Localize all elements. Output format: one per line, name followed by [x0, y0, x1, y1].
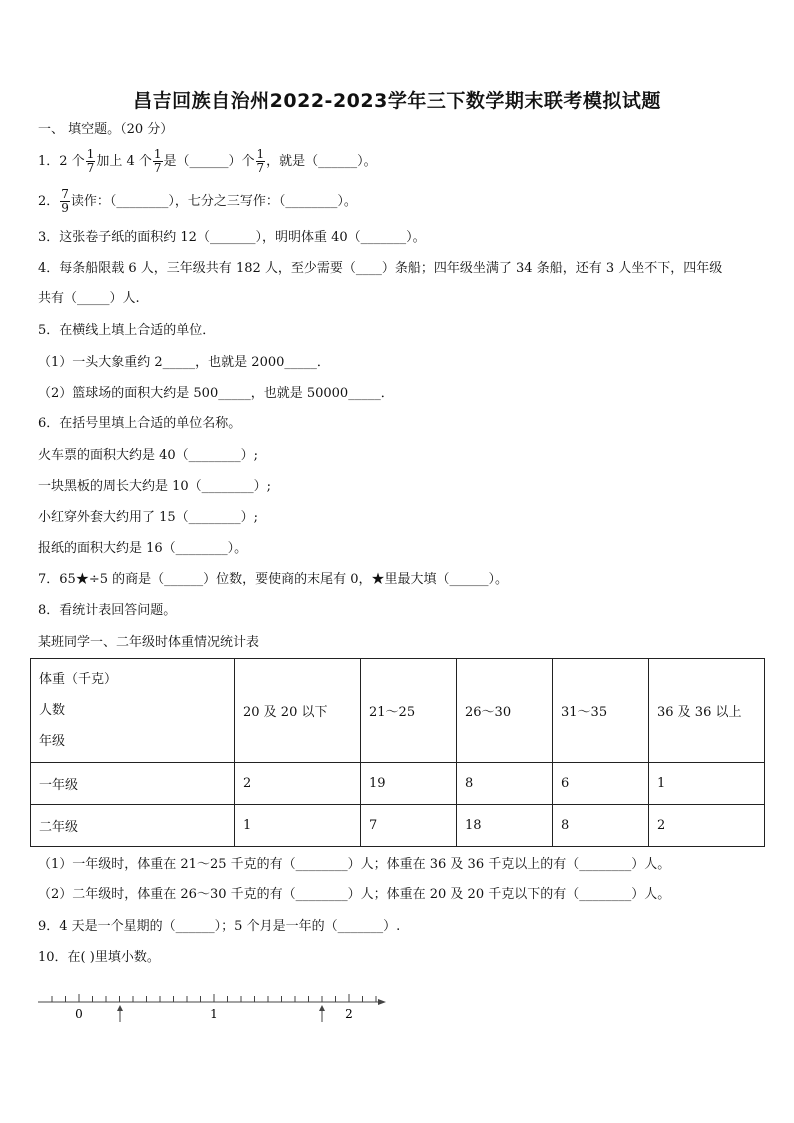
table-row: [31, 763, 765, 805]
question-3: 3．这张卷子纸的面积约 12（_______），明明体重 40（_______）。: [38, 230, 426, 245]
section-heading: 一、 填空题。（20 分）: [38, 122, 174, 137]
q1-text-b: 加上 4 个: [96, 154, 152, 169]
q1-text-d: ，就是（______）。: [266, 154, 377, 169]
number-line-ticks: [52, 994, 376, 1002]
question-8-part-1: （1）一年级时，体重在 21～25 千克的有（________）人；体重在 36 及 36 千克以上的有（________）人。: [38, 857, 671, 872]
header-label-grade: 年级: [39, 734, 66, 749]
question-5-part-2: （2）篮球场的面积大约是 500_____，也就是 50000_____．: [38, 386, 394, 401]
header-label-count: 人数: [39, 703, 66, 718]
row-label: 一年级: [31, 763, 235, 805]
question-8: 8．看统计表回答问题。: [38, 603, 177, 618]
question-7: 7．65★÷5 的商是（______）位数，要使商的末尾有 0，★里最大填（______）。: [38, 572, 509, 587]
pointer-arrow-1: [117, 1005, 123, 1022]
fraction: $\frac{1}{7}$: [256, 147, 265, 175]
table-cell: 1: [235, 805, 361, 847]
table-cell: 19: [361, 763, 457, 805]
question-4-line-2: 共有（_____）人.: [38, 291, 140, 306]
table-row: [31, 805, 765, 847]
question-10: 10．在( )里填小数。: [38, 950, 160, 965]
column-header: 36 及 36 以上: [649, 659, 765, 763]
tick-label-1: 1: [210, 1007, 218, 1021]
question-6-item-3: 小红穿外套大约用了 15（________）;: [38, 510, 259, 525]
fraction: $\frac{1}{7}$: [86, 147, 95, 175]
table-corner-header: [31, 659, 235, 763]
question-2: [38, 188, 357, 215]
table-cell: 2: [649, 805, 765, 847]
q2-text-b: 读作：（________），七分之三写作：（________）。: [70, 194, 357, 209]
tick-label-0: 0: [75, 1007, 83, 1021]
table-cell: 6: [553, 763, 649, 805]
question-8-part-2: （2）二年级时，体重在 26～30 千克的有（________）人；体重在 20 及 20 千克以下的有（________）人。: [38, 887, 671, 902]
q1-text-c: 是（______）个: [163, 154, 255, 169]
column-header: 31～35: [553, 659, 649, 763]
column-header: 21～25: [361, 659, 457, 763]
table-cell: 1: [649, 763, 765, 805]
table-cell: 18: [457, 805, 553, 847]
q1-text-a: 1．2 个: [38, 154, 85, 169]
number-line-arrowhead: [378, 999, 386, 1005]
question-6-item-4: 报纸的面积大约是 16（________）。: [38, 541, 248, 556]
number-line: [36, 986, 396, 1026]
question-1: [38, 148, 377, 175]
pointer-arrow-2: [319, 1005, 325, 1022]
question-9: 9．4 天是一个星期的（______）；5 个月是一年的（_______）.: [38, 919, 401, 934]
header-label-weight: 体重（千克）: [39, 672, 118, 687]
question-6-item-1: 火车票的面积大约是 40（________）;: [38, 448, 259, 463]
q2-text-a: 2．: [38, 194, 60, 209]
question-5-part-1: （1）一头大象重约 2_____，也就是 2000_____．: [38, 355, 330, 370]
table-cell: 8: [457, 763, 553, 805]
fraction: $\frac{1}{7}$: [153, 147, 162, 175]
question-5: 5．在横线上填上合适的单位．: [38, 323, 216, 338]
table-cell: 2: [235, 763, 361, 805]
weight-statistics-table: [30, 658, 765, 847]
table-header-row: [31, 659, 765, 763]
table-caption: 某班同学一、二年级时体重情况统计表: [38, 635, 260, 650]
table-cell: 8: [553, 805, 649, 847]
column-header: 26～30: [457, 659, 553, 763]
column-header: 20 及 20 以下: [235, 659, 361, 763]
question-6: 6．在括号里填上合适的单位名称。: [38, 416, 242, 431]
fraction: $\frac{7}{9}$: [61, 187, 69, 215]
question-6-item-2: 一块黑板的周长大约是 10（________）;: [38, 479, 272, 494]
tick-label-2: 2: [345, 1007, 353, 1021]
question-4-line-1: 4．每条船限载 6 人，三年级共有 182 人，至少需要（____）条船；四年级坐满了 34 条船，还有 3 人坐不下，四年级: [38, 261, 723, 276]
page-title: 昌吉回族自治州2022-2023学年三下数学期末联考模拟试题: [133, 90, 661, 112]
table-cell: 7: [361, 805, 457, 847]
row-label: 二年级: [31, 805, 235, 847]
